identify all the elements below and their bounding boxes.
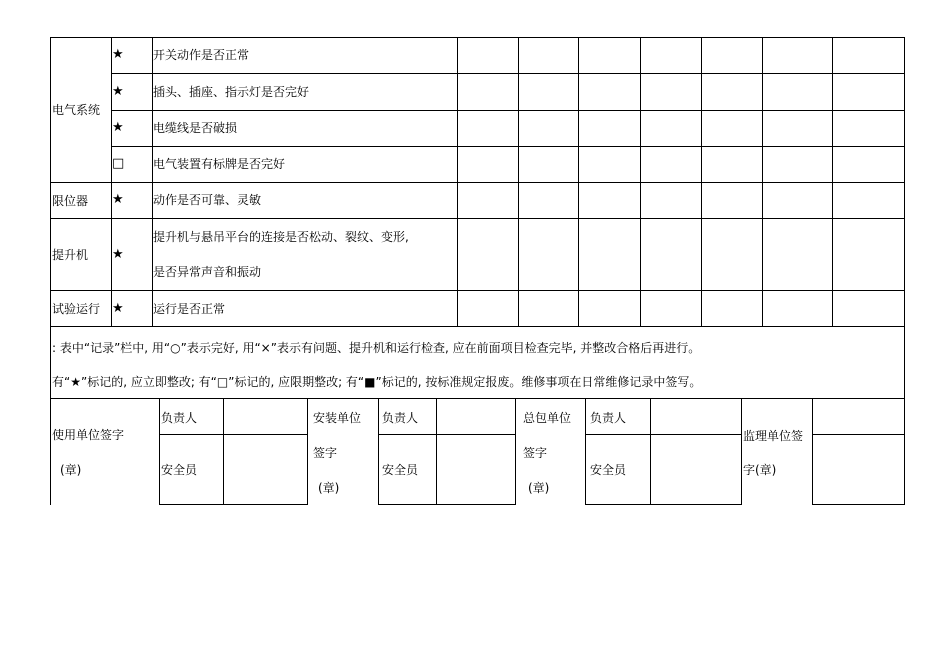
row-text: 运行是否正常 bbox=[153, 302, 226, 316]
row-text: 插头、插座、指示灯是否完好 bbox=[153, 85, 310, 99]
row-mark: □ bbox=[112, 156, 125, 171]
section-label-trial: 试验运行 bbox=[52, 302, 101, 316]
install-unit-label: 安装单位 bbox=[313, 411, 362, 425]
section-label-electrical: 电气系统 bbox=[52, 103, 101, 117]
supervisor-seal: 字(章) bbox=[743, 463, 777, 477]
table-line bbox=[832, 37, 833, 326]
table-line bbox=[111, 146, 904, 147]
table-line bbox=[378, 504, 515, 505]
row-mark: ★ bbox=[112, 84, 124, 99]
table-line bbox=[578, 37, 579, 326]
table-line bbox=[111, 37, 112, 326]
table-line bbox=[159, 504, 307, 505]
table-line bbox=[223, 398, 224, 505]
row-mark: ★ bbox=[112, 247, 124, 262]
row-text: 动作是否可靠、灵敏 bbox=[153, 193, 262, 207]
table-line bbox=[640, 37, 641, 326]
install-unit-sign: 签字 bbox=[313, 446, 338, 460]
table-line bbox=[50, 290, 904, 291]
table-line bbox=[701, 37, 702, 326]
user-responsible-label: 负责人 bbox=[161, 411, 198, 425]
note-line-2: 有“★”标记的, 应立即整改; 有“□”标记的, 应限期整改; 有“■”标记的, 按标准规定报废。维修事项在日常维修记录中签写。 bbox=[52, 375, 702, 389]
table-line bbox=[812, 398, 813, 505]
table-line bbox=[762, 37, 763, 326]
user-unit-seal: (章) bbox=[60, 463, 82, 477]
table-line bbox=[152, 37, 153, 326]
install-responsible-label: 负责人 bbox=[382, 411, 419, 425]
row-text: 电气装置有标牌是否完好 bbox=[153, 157, 286, 171]
row-mark: ★ bbox=[112, 192, 124, 207]
row-text: 开关动作是否正常 bbox=[153, 48, 250, 62]
table-line bbox=[812, 504, 904, 505]
table-line bbox=[518, 37, 519, 326]
supervisor-label: 监理单位签 bbox=[743, 429, 804, 443]
table-line bbox=[50, 326, 904, 327]
table-line bbox=[585, 434, 741, 435]
section-label-limiter: 限位器 bbox=[52, 194, 89, 208]
section-label-hoist: 提升机 bbox=[52, 248, 89, 262]
row-text: 提升机与悬吊平台的连接是否松动、裂纹、变形, bbox=[153, 230, 409, 244]
table-line bbox=[50, 182, 904, 183]
table-line bbox=[159, 434, 307, 435]
row-text-continued: 是否异常声音和振动 bbox=[153, 265, 262, 279]
table-line bbox=[904, 37, 905, 505]
table-line bbox=[585, 504, 741, 505]
general-unit-sign: 签字 bbox=[523, 446, 548, 460]
table-line bbox=[50, 218, 904, 219]
row-mark: ★ bbox=[112, 47, 124, 62]
general-safety-label: 安全员 bbox=[590, 463, 627, 477]
table-line bbox=[585, 398, 586, 505]
install-unit-seal: (章) bbox=[318, 481, 340, 495]
general-responsible-label: 负责人 bbox=[590, 411, 627, 425]
table-line bbox=[159, 398, 160, 505]
table-line bbox=[515, 398, 516, 505]
general-unit-label: 总包单位 bbox=[523, 411, 572, 425]
user-safety-label: 安全员 bbox=[161, 463, 198, 477]
table-line bbox=[457, 37, 458, 326]
table-line bbox=[812, 434, 904, 435]
table-line bbox=[650, 398, 651, 505]
general-unit-seal: (章) bbox=[528, 481, 550, 495]
table-line bbox=[378, 434, 515, 435]
table-line bbox=[50, 398, 904, 399]
install-safety-label: 安全员 bbox=[382, 463, 419, 477]
table-line bbox=[50, 37, 904, 38]
table-line bbox=[50, 37, 51, 505]
table-line bbox=[111, 110, 904, 111]
row-mark: ★ bbox=[112, 301, 124, 316]
table-line bbox=[436, 398, 437, 505]
row-mark: ★ bbox=[112, 120, 124, 135]
table-line bbox=[111, 73, 904, 74]
table-line bbox=[378, 398, 379, 505]
table-line bbox=[307, 398, 308, 505]
table-line bbox=[741, 398, 742, 505]
user-unit-label: 使用单位签字 bbox=[52, 428, 125, 442]
note-line-1: : 表中“记录”栏中, 用“○”表示完好, 用“×”表示有问题、提升机和运行检查, 应在前面项目检查完毕, 并整改合格后再进行。 bbox=[52, 341, 701, 355]
row-text: 电缆线是否破损 bbox=[153, 121, 238, 135]
